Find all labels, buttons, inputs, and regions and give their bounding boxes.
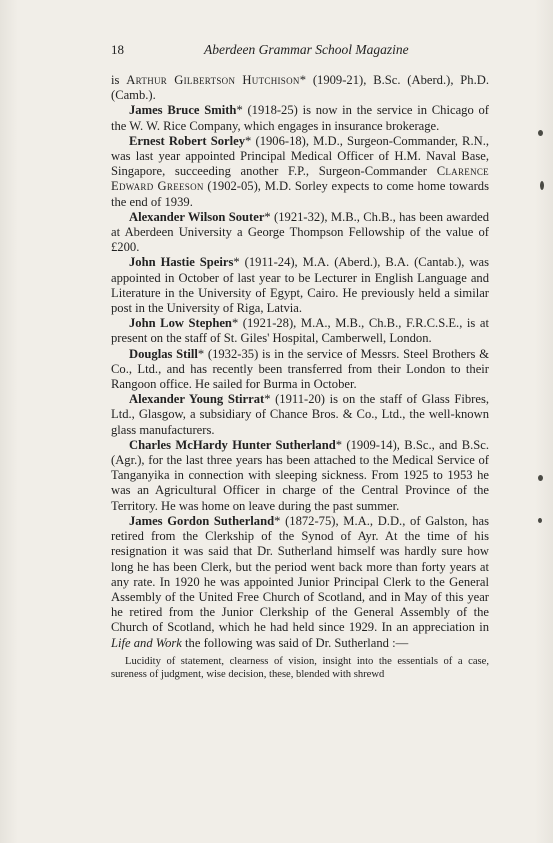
entry-paragraph [111,347,489,393]
entry-text: * (1921-28), M.A., M.B., Ch.B., F.R.C.S.E., is at present on the staff of St. Giles' Hospital, Camberwell, London. [111,316,489,346]
entry-text: (1902-05), M.D. Sorley expects to come home towards the end of 1939. [111,179,489,209]
entry-caps-name: Arthur Gilbertson Hutchison [126,73,300,87]
entry-paragraph [111,438,489,514]
entry-text: * (1932-35) is in the service of Messrs. Steel Brothers & Co., Ltd., and has recently been transferred from their London to their Rangoon office. He sailed for Burma in October. [111,346,489,392]
margin-mark [540,181,544,190]
entry-name: Alexander Young Stirrat [129,392,265,407]
entry-caps-name: Clarence Edward Greeson [111,164,489,194]
entry-text: the following was said of Dr. Sutherland :— [181,635,409,650]
entry-name: John Hastie Speirs [129,255,234,270]
entry-name: John Low Stephen [129,316,232,331]
entry-text: is [111,73,127,87]
entry-name: James Gordon Sutherland [129,513,275,528]
entry-text: * (1909-21), B.Sc. (Aberd.), Ph.D. (Camb.). [111,73,489,103]
entry-paragraph [111,316,489,346]
entry-paragraph [111,210,489,256]
entry-text: * (1921-32), M.B., Ch.B., has been awarded at Aberdeen University a George Thompson Fellowship of the value of £200. [111,209,489,255]
entry-text: * (1918-25) is now in the service in Chicago of the W. W. Rice Company, which engages in insurance brokerage. [111,103,489,133]
entry-name: Ernest Robert Sorley [129,133,246,148]
margin-mark [538,475,543,481]
entry-paragraph [111,103,489,133]
entry-name: James Bruce Smith [129,103,237,118]
block-quote: Lucidity of statement, clearness of vision, insight into the essentials of a case, sureness of judgment, wise decision, these, blended with shrewd [111,655,489,680]
margin-mark [538,130,543,136]
article-body [111,73,489,681]
publication-title: Life and Work [111,635,182,650]
entry-paragraph [111,73,489,103]
entry-paragraph [111,392,489,438]
entry-paragraph [111,514,489,651]
entry-name: Charles McHardy Hunter Sutherland [129,437,336,452]
entry-text: * (1911-24), M.A. (Aberd.), B.A. (Cantab.), was appointed in October of last year to be Lecturer in English Language and Literature in the University of Egypt, Cairo. He previously held a similar post in the University of Riga, Latvia. [111,255,490,316]
entry-paragraph [111,255,489,316]
entry-text: * (1911-20) is on the staff of Glass Fibres, Ltd., Glasgow, a subsidiary of Chance Bros. & Co., Ltd., the well-known glass manufacturers. [111,392,489,437]
entry-text: * (1909-14), B.Sc., and B.Sc. (Agr.), for the last three years has been attached to the Medical Service of Tanganyika in connection with sleeping sickness. From 1925 to 1953 he was an Agricultural Officer in charge of the Central Province of the Territory. He was home on leave during the past summer. [111,437,489,513]
entry-text: * (1872-75), M.A., D.D., of Galston, has retired from the Clerkship of the Synod of Ayr. At the time of his resignation it was said that Dr. Sutherland himself was hardly sure how long he has been Clerk, but the period went back more than forty years at any rate. In 1920 he was appointed Junior Principal Clerk to the General Assembly of the United Free Church of Scotland, and in May of this year he retired from the Junior Clerkship of the General Assembly of the Church of Scotland, which he had held since 1929. In an appreciation in [111,513,489,635]
margin-mark [538,518,542,523]
entry-paragraph [111,134,489,210]
entry-name: Alexander Wilson Souter [129,209,265,224]
page-number: 18 [111,42,124,57]
entry-name: Douglas Still [129,346,198,361]
entry-text: * (1906-18), M.D., Surgeon-Commander, R.N., was last year appointed Principal Medical Officer of H.M. Naval Base, Singapore, succeeding another F.P., Surgeon-Commander [111,133,489,179]
page-header [111,42,489,60]
running-title: Aberdeen Grammar School Magazine [204,42,409,57]
